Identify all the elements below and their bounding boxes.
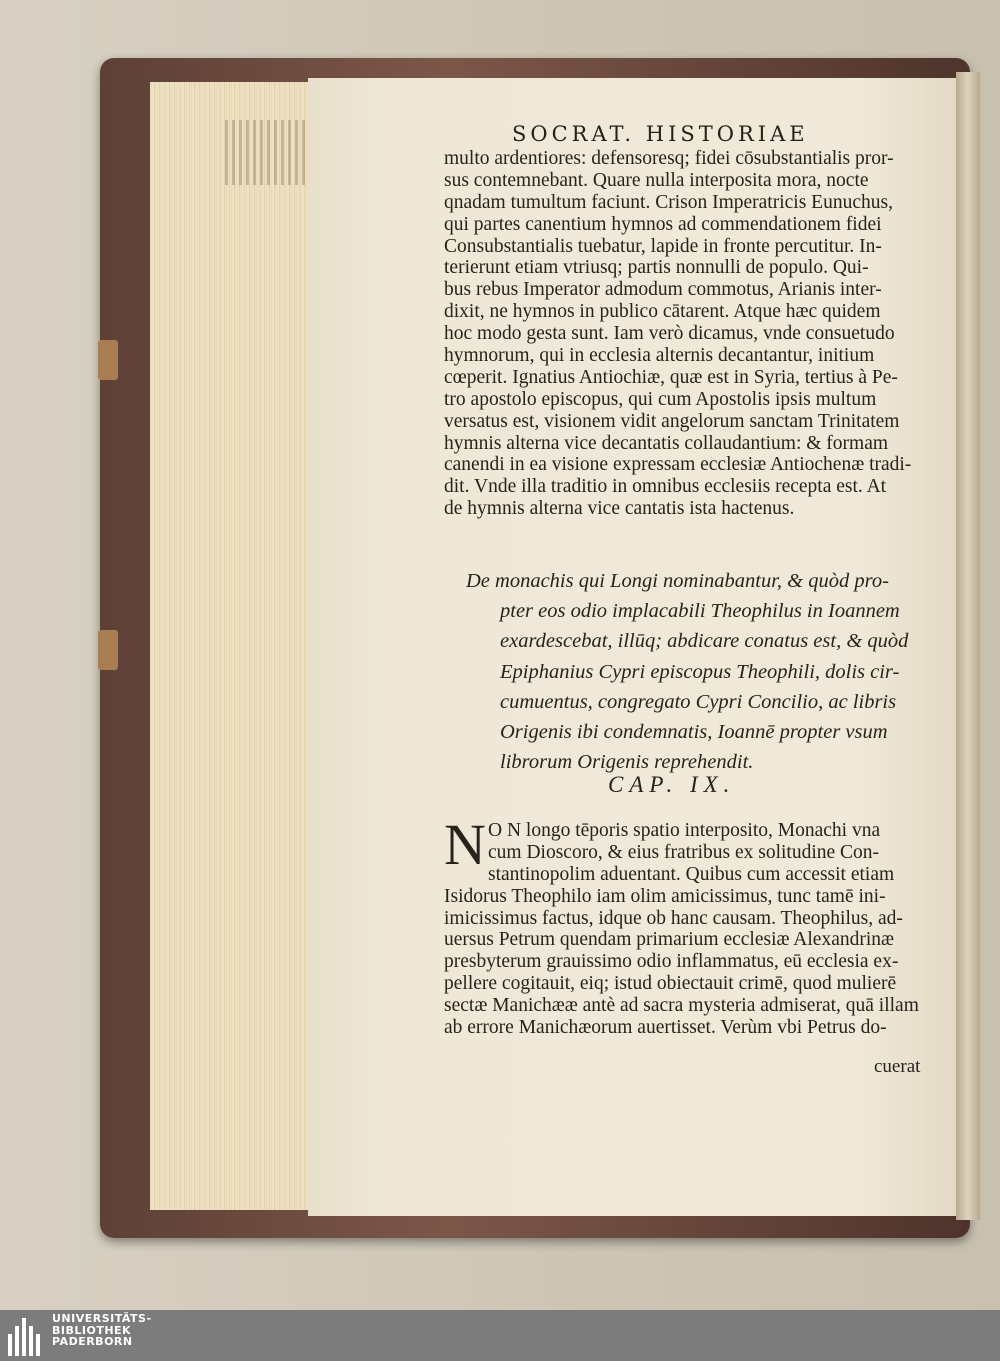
summary-line: librorum Origenis reprehendit. [500,751,754,774]
text-line: hoc modo gesta sunt. Iam verò dicamus, vnde consuetudo [444,323,895,345]
paragraph-1 [444,148,922,520]
text-line: qnadam tumultum faciunt. Crison Imperatricis Eunuchus, [444,191,893,213]
fore-edge-inscription [225,120,305,185]
running-header: SOCRAT. HISTORIAE [512,122,809,146]
library-name-line: UNIVERSITÄTS- [52,1312,152,1325]
text-line: dixit, ne hymnos in publico cātarent. Atque hæc quidem [444,301,881,323]
text-line: multo ardentiores: defensoresq; fidei cōsubstantialis pror- [444,148,894,169]
summary-line: pter eos odio implacabili Theophilus in Ioannem [500,600,900,623]
summary-line: Origenis ibi condemnatis, Ioannē propter vsum [500,720,888,743]
text-line: tro apostolo episcopus, qui cum Apostolis ipsis multum [444,388,877,410]
text-line: hymnis alterna vice decantatis collaudantium: & formam [444,432,889,454]
text-line: pellere cogitauit, eiq; istud obiectauit crimē, quod mulierē [444,973,897,995]
text-line: sus contemnebant. Quare nulla interposita mora, nocte [444,169,869,191]
text-line: sectæ Manichææ antè ad sacra mysteria admiserat, quā illam [444,995,919,1017]
text-line: Isidorus Theophilo iam olim amicissimus, tunc tamē ini- [444,885,886,907]
chapter-heading: CAP. IX. [608,772,736,797]
text-line: qui partes canentium hymnos ad commendationem fidei [444,213,882,235]
text-line: imicissimus factus, idque ob hanc causam. Theophilus, ad- [444,907,903,929]
text-line: dit. Vnde illa traditio in omnibus ecclesiis recepta est. At [444,476,887,498]
text-line: terierunt etiam vtriusq; partis nonnulli de populo. Qui- [444,257,869,279]
text-line: bus rebus Imperator admodum commotus, Arianis inter- [444,279,882,301]
library-name-line: PADERBORN [52,1335,133,1348]
paragraph-2 [444,812,922,1039]
library-name-line: BIBLIOTHEK [52,1323,132,1337]
text-line: cœperit. Ignatius Antiochiæ, quæ est in Syria, tertius à Pe- [444,366,898,388]
summary-line: Epiphanius Cypri episcopus Theophili, dolis cir- [500,660,900,683]
text-line: de hymnis alterna vice cantatis ista hactenus. [444,498,795,520]
text-line: hymnorum, qui in ecclesia alternis decantantur, initium [444,345,875,367]
text-line: Consubstantialis tuebatur, lapide in fronte percutitur. In- [444,235,882,257]
page-block-edge [150,82,310,1210]
binding-clasp-top [98,340,118,380]
summary-line: cumuentus, congregato Cypri Concilio, ac libris [500,690,897,713]
text-line: cum Dioscoro, & eius fratribus ex solitudine Con- [488,841,880,863]
text-line: canendi in ea visione expressam ecclesiæ Antiochenæ tradi- [444,454,912,476]
text-line: uersus Petrum quendam primarium ecclesiæ Alexandrinæ [444,929,895,951]
binding-clasp-bottom [98,630,118,670]
text-line: versatus est, visionem vidit angelorum sanctam Trinitatem [444,410,900,432]
catchword: cuerat [874,1056,921,1077]
summary-line: De monachis qui Longi nominabantur, & quòd pro- [466,570,889,592]
text-line: O N longo tēporis spatio interposito, Monachi vna [488,820,881,841]
summary-line: exardescebat, illūq; abdicare conatus est, & quòd [500,630,909,653]
text-line: ab errore Manichæorum auertisset. Verùm vbi Petrus do- [444,1017,887,1039]
text-line: presbyterum grauissimo odio inflammatus, eū ecclesia ex- [444,951,899,973]
text-line: stantinopolim aduentant. Quibus cum accessit etiam [488,863,895,885]
facing-page-edge [956,72,980,1220]
drop-cap-initial: N [444,812,486,877]
library-name [52,1313,152,1348]
library-logo-icon [8,1318,44,1356]
chapter-summary [466,566,926,777]
